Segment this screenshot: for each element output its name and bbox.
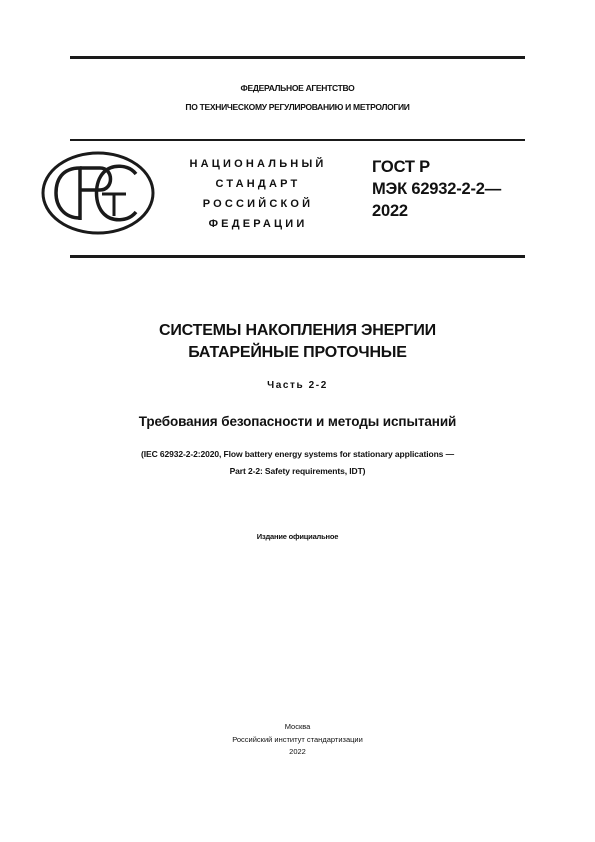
imprint-year: 2022 [289, 747, 306, 756]
iec-line-1: (IEC 62932-2-2:2020, Flow battery energy systems for stationary applications — [141, 449, 454, 459]
standard-designation [372, 156, 501, 222]
middle-rule [70, 139, 525, 141]
code-line-2: МЭК 62932-2-2— [372, 180, 502, 198]
publisher-imprint [70, 721, 525, 759]
imprint-publisher: Российский институт стандартизации [232, 734, 363, 744]
agency-header [70, 79, 525, 117]
top-rule [70, 56, 525, 59]
label-line-2: СТАНДАРТ [215, 178, 301, 190]
document-title [70, 320, 525, 364]
national-standard-label [178, 154, 338, 234]
label-line-1: НАЦИОНАЛЬНЫЙ [189, 158, 327, 170]
edition-note: Издание официальное [256, 532, 339, 541]
iec-line-2: Part 2-2: Safety requirements, IDT) [229, 466, 366, 476]
code-line-1: ГОСТ Р [372, 158, 430, 176]
title-line-2: БАТАРЕЙНЫЕ ПРОТОЧНЫЕ [188, 344, 407, 361]
iec-reference [50, 446, 545, 480]
agency-line-2: ПО ТЕХНИЧЕСКОМУ РЕГУЛИРОВАНИЮ И МЕТРОЛОГИИ [185, 102, 410, 112]
label-line-3: РОССИЙСКОЙ [202, 198, 314, 210]
code-line-3: 2022 [372, 202, 408, 220]
bottom-rule [70, 255, 525, 258]
title-line-1: СИСТЕМЫ НАКОПЛЕНИЯ ЭНЕРГИИ [159, 322, 436, 339]
agency-line-1: ФЕДЕРАЛЬНОЕ АГЕНТСТВО [240, 83, 355, 93]
document-subtitle: Требования безопасности и методы испытаний [138, 414, 457, 429]
label-line-4: ФЕДЕРАЦИИ [208, 218, 308, 230]
imprint-city: Москва [284, 722, 311, 731]
rst-certification-mark-icon [40, 150, 156, 236]
part-label: Часть 2-2 [267, 380, 328, 391]
